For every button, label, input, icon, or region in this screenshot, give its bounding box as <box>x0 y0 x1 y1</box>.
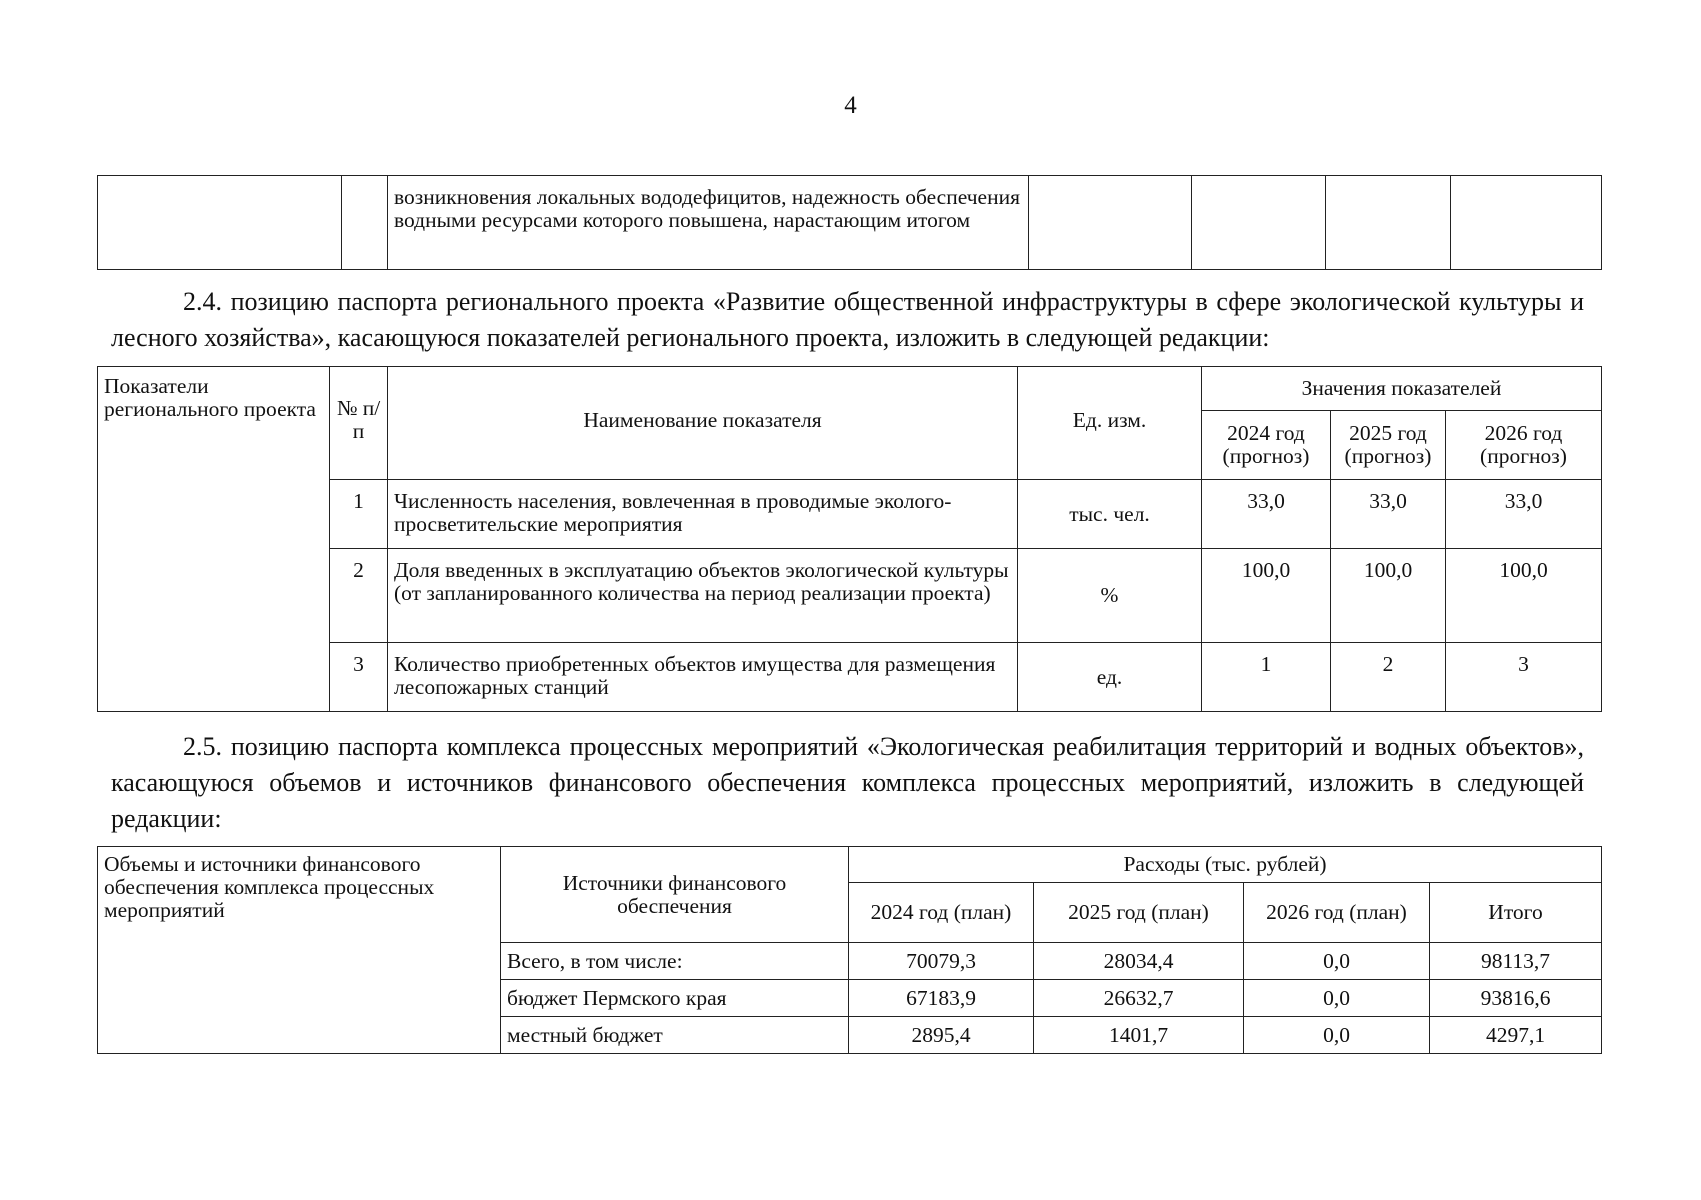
project-indicators-header: Показатели регионального проекта <box>98 367 330 712</box>
volumes-header: Объемы и источники финансового обеспечения комплекса процессных мероприятий <box>98 847 501 1054</box>
header-row <box>98 367 1602 411</box>
source-cell: Всего, в том числе: <box>501 943 849 980</box>
source-cell: бюджет Пермского края <box>501 980 849 1017</box>
empty-cell <box>1451 176 1602 270</box>
value-2026: 33,0 <box>1446 480 1602 549</box>
total-value: 98113,7 <box>1430 943 1602 980</box>
section-number: 2.5. <box>183 732 222 761</box>
value-2024: 67183,9 <box>849 980 1034 1017</box>
row-number: 1 <box>330 480 388 549</box>
unit-cell: тыс. чел. <box>1018 480 1202 549</box>
empty-cell <box>1029 176 1192 270</box>
year-2024-header: 2024 год (план) <box>849 883 1034 943</box>
empty-cell <box>1326 176 1451 270</box>
unit-cell: % <box>1018 549 1202 643</box>
value-2025: 26632,7 <box>1034 980 1244 1017</box>
value-2026: 3 <box>1446 643 1602 712</box>
value-2025: 33,0 <box>1331 480 1446 549</box>
value-2025: 28034,4 <box>1034 943 1244 980</box>
unit-header: Ед. изм. <box>1018 367 1202 480</box>
value-2024: 33,0 <box>1202 480 1331 549</box>
value-2024: 1 <box>1202 643 1331 712</box>
table-row <box>98 176 1602 270</box>
row-number: 3 <box>330 643 388 712</box>
section-2-5-paragraph <box>111 729 1584 837</box>
expenses-header: Расходы (тыс. рублей) <box>849 847 1602 883</box>
value-2026: 0,0 <box>1244 1017 1430 1054</box>
empty-cell <box>1192 176 1326 270</box>
indicators-table <box>97 366 1602 712</box>
unit-cell: ед. <box>1018 643 1202 712</box>
year-2026-header: 2026 год (прогноз) <box>1446 411 1602 480</box>
empty-cell <box>98 176 342 270</box>
indicator-name: Численность населения, вовлеченная в проводимые эколого-просветительские мероприятия <box>388 480 1018 549</box>
section-text: позицию паспорта регионального проекта «Развитие общественной инфраструктуры в сфере экологической культуры и лесного хозяйства», касающуюся показателей регионального проекта, изложить в следующей редакции: <box>111 287 1585 352</box>
value-2026: 100,0 <box>1446 549 1602 643</box>
section-number: 2.4. <box>183 287 222 316</box>
section-text: позицию паспорта комплекса процессных мероприятий «Экологическая реабилитация территорий и водных объектов», касающуюся объемов и источников финансового обеспечения комплекса процессных мероприятий, изложить в следующей редакции: <box>111 732 1584 833</box>
values-header: Значения показателей <box>1202 367 1602 411</box>
year-2026-header: 2026 год (план) <box>1244 883 1430 943</box>
empty-cell <box>342 176 388 270</box>
value-2024: 2895,4 <box>849 1017 1034 1054</box>
value-2025: 1401,7 <box>1034 1017 1244 1054</box>
section-2-4-paragraph <box>111 284 1584 356</box>
num-header: № п/п <box>330 367 388 480</box>
year-2025-header: 2025 год (план) <box>1034 883 1244 943</box>
value-2024: 100,0 <box>1202 549 1331 643</box>
value-2025: 100,0 <box>1331 549 1446 643</box>
value-2025: 2 <box>1331 643 1446 712</box>
indicator-text-cell: возникновения локальных вододефицитов, надежность обеспечения водными ресурсами которого повышена, нарастающим итогом <box>388 176 1029 270</box>
finance-table <box>97 846 1602 1054</box>
value-2026: 0,0 <box>1244 943 1430 980</box>
sources-header: Источники финансового обеспечения <box>501 847 849 943</box>
row-number: 2 <box>330 549 388 643</box>
source-cell: местный бюджет <box>501 1017 849 1054</box>
name-header: Наименование показателя <box>388 367 1018 480</box>
total-header: Итого <box>1430 883 1602 943</box>
value-2024: 70079,3 <box>849 943 1034 980</box>
indicator-name: Доля введенных в эксплуатацию объектов экологической культуры (от запланированного количества на период реализации проекта) <box>388 549 1018 643</box>
year-2025-header: 2025 год (прогноз) <box>1331 411 1446 480</box>
page-number: 4 <box>844 92 857 119</box>
header-row <box>98 847 1602 883</box>
total-value: 4297,1 <box>1430 1017 1602 1054</box>
year-2024-header: 2024 год (прогноз) <box>1202 411 1331 480</box>
continued-table <box>97 175 1602 270</box>
value-2026: 0,0 <box>1244 980 1430 1017</box>
total-value: 93816,6 <box>1430 980 1602 1017</box>
indicator-name: Количество приобретенных объектов имущества для размещения лесопожарных станций <box>388 643 1018 712</box>
